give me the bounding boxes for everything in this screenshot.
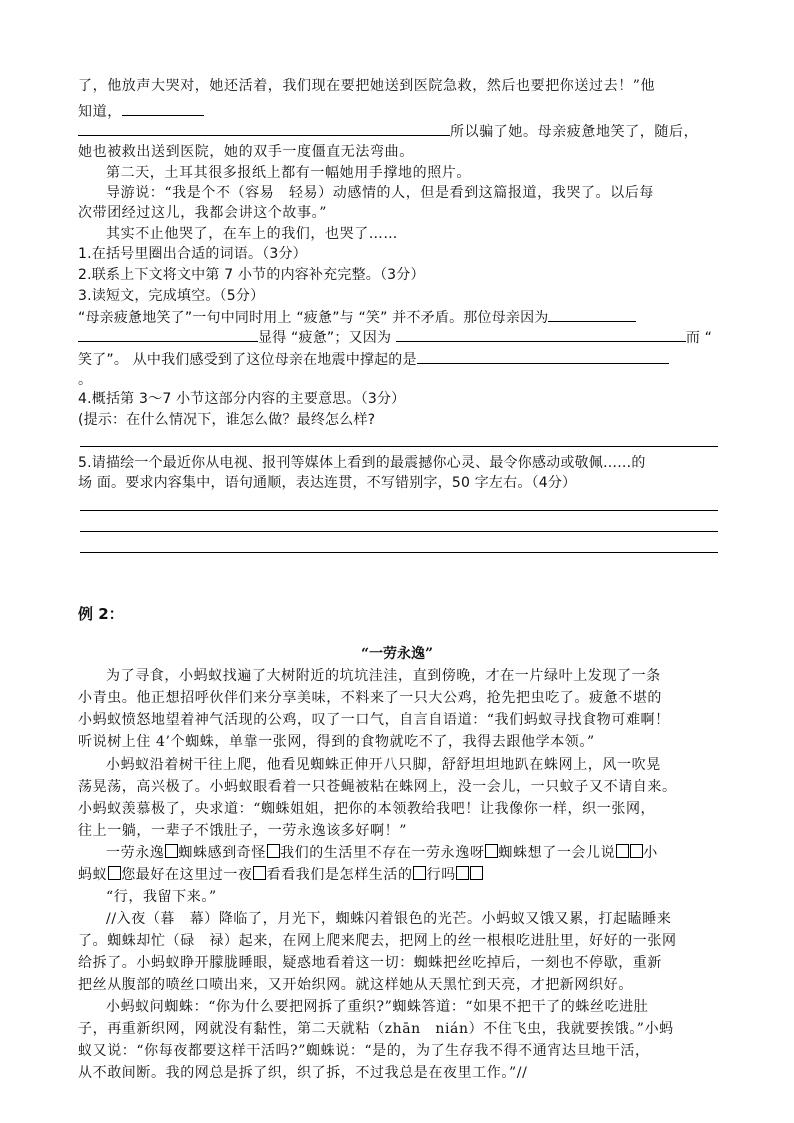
question-5: 场 面。要求内容集中，语句通顺，表达连贯，不写错别字，50 字左右。（4分） [78, 475, 577, 491]
question-3-line [78, 327, 718, 348]
punctuation-line [78, 865, 718, 885]
question-5: 5.请描绘一个最近你从电视、报刊等媒体上看到的最震撼你心灵、最令你感动或敬佩……的 [78, 455, 646, 471]
punctuation-box[interactable] [413, 866, 426, 880]
question-3-line [78, 307, 718, 328]
story-line: 其实不止他哭了，在车上的我们，也哭了…… [106, 226, 398, 242]
question-1: 1.在括号里圈出合适的词语。（3分） [78, 246, 307, 262]
passage-line: 小蚂蚁羡慕极了，央求道：“蜘蛛姐姐，把你的本领教给我吧！让我像你一样，织一张网， [78, 801, 656, 817]
question-4: 4.概括第 3～7 小节这部分内容的主要意思。（3分） [78, 391, 406, 407]
question-3: 3.读短文，完成填空。（5分） [78, 288, 265, 304]
story-line [78, 121, 718, 142]
passage-line: 小蚂蚁问蜘蛛：“你为什么要把网拆了重织?”蜘蛛答道：“如果不把干了的蛛丝吃进肚 [106, 999, 649, 1015]
passage-text: 行吗 [426, 867, 456, 883]
passage-text: 蚂蚁 [78, 867, 108, 883]
punctuation-box[interactable] [616, 844, 629, 858]
story-line: 了，他放声大哭对，她还活着，我们现在要把她送到医院急救，然后也要把你送过去！”他 [78, 78, 656, 94]
punctuation-box[interactable] [108, 866, 121, 880]
answer-line[interactable] [80, 510, 718, 511]
question-text: 笑了”。 从中我们感受到了这位母亲在地震中撑起的是 [78, 352, 417, 368]
question-text: 而 “ [685, 330, 713, 346]
passage-line: 子，再重新织网，网就没有黏性，第二天就粘（zhān nián）不住飞虫，我就要挨饿。”小蚂 [78, 1021, 674, 1037]
story-line: 她也被救出送到医院，她的双手一度僵直无法弯曲。 [78, 144, 414, 160]
punctuation-line [78, 843, 746, 863]
fill-blank[interactable] [78, 327, 258, 342]
question-2: 2.联系上下文将文中第 7 小节的内容补充完整。（3分） [78, 267, 425, 283]
fill-blank[interactable] [417, 349, 669, 364]
passage-text: 我们的生活里不存在一劳永逸呀 [280, 845, 485, 861]
story-line [78, 101, 718, 122]
fill-blank[interactable] [548, 307, 636, 322]
passage-text: 您最好在这里过一夜 [121, 867, 253, 883]
punctuation-box[interactable] [485, 844, 498, 858]
answer-line[interactable] [80, 531, 718, 532]
passage-line: 为了寻食，小蚂蚁找遍了大树附近的坑坑洼洼，直到傍晚，才在一片绿叶上发现了一条 [106, 668, 661, 684]
passage-line: //入夜（暮 幕）降临了，月光下，蜘蛛闪着银色的光芒。小蚂蚁又饿又累，打起瞌睡来 [106, 911, 672, 927]
passage-line: 蚁又说：“你每夜都要这样干活吗?”蜘蛛说：“是的，为了生存我不得不通宵达旦地干活， [78, 1043, 650, 1059]
question-3-line: 。 [78, 372, 93, 388]
passage-line: 把丝从腹部的喷丝口喷出来，又开始织网。就这样她从天黑忙到天亮，才把新网织好。 [78, 977, 633, 993]
answer-line[interactable] [80, 446, 718, 447]
passage-line: 小青虫。他正想招呼伙伴们来分享美味，不料来了一只大公鸡，抢先把虫吃了。疲惫不堪的 [78, 690, 662, 706]
fill-blank[interactable] [122, 101, 204, 116]
punctuation-box[interactable] [456, 866, 469, 880]
story-text: 知道， [78, 104, 122, 120]
passage-line: 往上一躺，一辈子不饿肚子，一劳永逸该多好啊！” [78, 823, 407, 839]
passage-text: 蜘蛛想了一会儿说 [498, 845, 616, 861]
passage-text: 一劳永逸 [106, 845, 165, 861]
story-line: 次带团经过这儿，我都会讲这个故事。” [78, 205, 327, 221]
story-line: 导游说：“我是个不（容易 轻易）动感情的人，但是看到这篇报道，我哭了。以后每 [106, 185, 654, 201]
passage-line: 小蚂蚁愤怒地望着神气活现的公鸡，叹了一口气，自言自语道：“我们蚂蚁寻找食物可难啊！ [78, 712, 670, 728]
passage-text: 蜘蛛感到奇怪 [178, 845, 267, 861]
passage-title: “一劳永逸” [360, 646, 434, 662]
passage-text: 小 [643, 845, 658, 861]
passage-line: 听说树上住 4’个蜘蛛，单靠一张网，得到的食物就吃不了，我得去跟他学本领。” [78, 734, 595, 750]
punctuation-box[interactable] [630, 844, 643, 858]
passage-line: 了。蜘蛛却忙（碌 禄）起来，在网上爬来爬去，把网上的丝一根根吃进肚里，好好的一张网 [78, 933, 677, 949]
question-text: “母亲疲惫地笑了”一句中同时用上 “疲惫”与 “笑” 并不矛盾。那位母亲因为 [78, 310, 549, 326]
passage-line: 荡晃荡，高兴极了。小蚂蚁眼看着一只苍蝇被粘在蛛网上，没一会儿，一只蚊子又不请自来。 [78, 779, 677, 795]
punctuation-box[interactable] [253, 866, 266, 880]
punctuation-box[interactable] [165, 844, 178, 858]
story-line: 第二天，土耳其很多报纸上都有一幅她用手撑地的照片。 [106, 165, 471, 181]
passage-line: 给拆了。小蚂蚁睁开朦胧睡眼，疑惑地看着这一切：蜘蛛把丝吃掉后，一刻也不停歇，重新 [78, 955, 662, 971]
example-heading: 例 2： [78, 605, 124, 623]
story-text: 所以骗了她。母亲疲惫地笑了，随后， [450, 124, 699, 140]
answer-line[interactable] [80, 552, 718, 553]
punctuation-box[interactable] [267, 844, 280, 858]
passage-line: 从不敢间断。我的网总是拆了织，织了拆，不过我总是在夜里工作。”// [78, 1065, 528, 1081]
fill-blank[interactable] [396, 327, 686, 342]
punctuation-box[interactable] [470, 866, 483, 880]
question-3-line [78, 349, 718, 370]
passage-line: 小蚂蚁沿着树干往上爬，他看见蜘蛛正伸开八只脚，舒舒坦坦地趴在蛛网上，风一吹晃 [106, 757, 661, 773]
question-4-hint: (提示：在什么情况下，谁怎么做？最终怎么样? [78, 412, 376, 428]
fill-blank[interactable] [78, 121, 450, 136]
passage-line: “行，我留下来。” [106, 889, 217, 905]
question-text: 显得 “疲惫”；又因为 [258, 330, 392, 346]
passage-text: 看看我们是怎样生活的 [266, 867, 413, 883]
